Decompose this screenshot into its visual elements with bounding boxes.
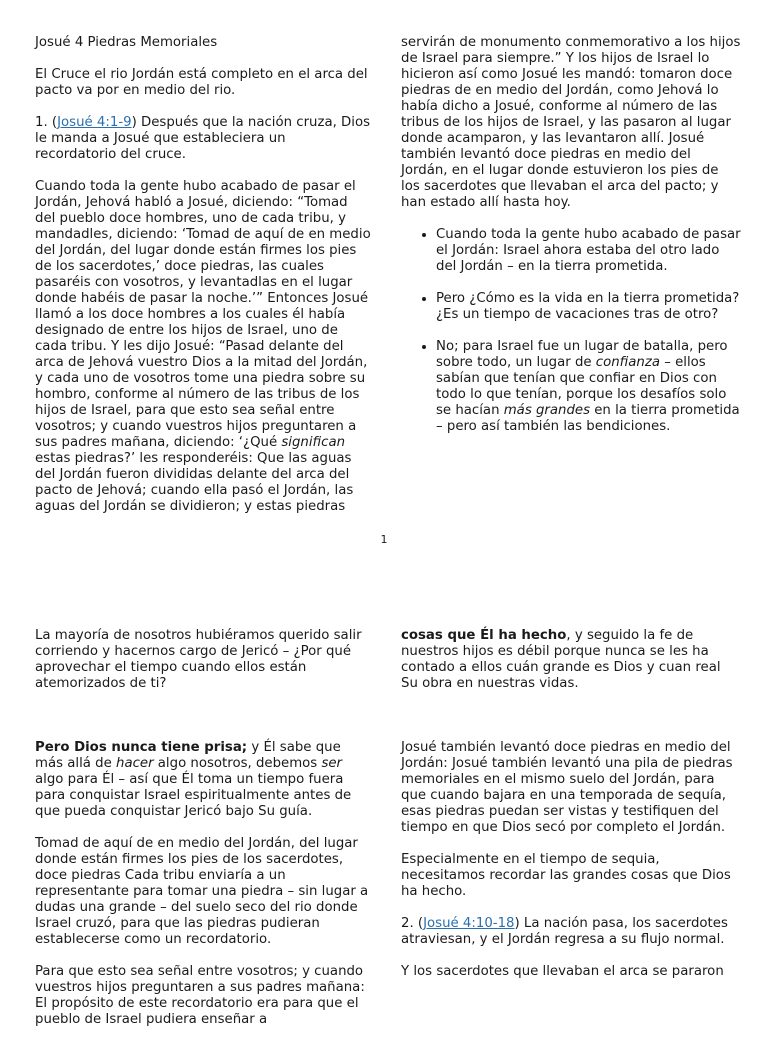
verse-link-josue-4-1-9[interactable]: Josué 4:1-9 xyxy=(57,115,132,130)
list-item: • No; para Israel fue un lugar de batalla, pero sobre todo, un lugar de confianza – ellos sabían que tenían que confiar en Dios con todo lo que tenían, porque los desafíos solo se hacían más grandes en la tierra prometida – pero así también las bendiciones. xyxy=(436,339,741,435)
paragraph: Especialmente en el tiempo de sequia, necesitamos recordar las grandes cosas que Dios ha hecho. xyxy=(401,852,731,899)
bullet-list xyxy=(401,227,741,435)
paragraph: Y los sacerdotes que llevaban el arca se pararon xyxy=(401,964,724,979)
verse-section-2: 2. (Josué 4:10-18) La nación pasa, los sacerdotes atraviesan, y el Jordán regresa a su flujo normal. xyxy=(401,916,728,947)
verse-link-josue-4-10-18[interactable]: Josué 4:10-18 xyxy=(423,916,515,931)
paragraph: cosas que Él ha hecho, y seguido la fe de nuestros hijos es débil porque nunca se les ha contado a ellos cuán grande es Dios y cuan real Su obra en nuestras vidas. xyxy=(401,628,721,691)
verse-section-1: 1. (Josué 4:1-9) Después que la nación cruza, Dios le manda a Josué que estableciera un recordatorio del cruce. xyxy=(35,115,371,162)
page1-right-column xyxy=(401,35,741,451)
page2-right-column xyxy=(401,628,741,996)
list-item: • Pero ¿Cómo es la vida en la tierra prometida? ¿Es un tiempo de vacaciones tras de otro? xyxy=(436,291,741,323)
page-number: 1 xyxy=(380,533,388,546)
paragraph: Para que esto sea señal entre vosotros; y cuando vuestros hijos preguntaren a sus padres mañana: El propósito de este recordatorio era para que el pueblo de Israel pudiera enseñar a xyxy=(35,964,365,1027)
paragraph: Tomad de aquí de en medio del Jordán, del lugar donde están firmes los pies de los sacerdotes, doce piedras Cada tribu enviaría a un representante para tomar una piedra – sin lugar a dudas una grande – del suelo seco del rio donde Israel cruzó, para que las piedras pudieran establecerse como un recordatorio. xyxy=(35,836,369,947)
intro-paragraph: El Cruce el rio Jordán está completo en el arca del pacto va por en medio del rio. xyxy=(35,67,368,98)
document-page-2 xyxy=(0,580,768,1027)
paragraph: Pero Dios nunca tiene prisa; y Él sabe que más allá de hacer algo nosotros, debemos ser algo para Él – así que Él toma un tiempo fuera para conquistar Israel espiritualmente antes de que pueda conquistar Jericó bajo Su guía. xyxy=(35,740,352,819)
scripture-continuation: servirán de monumento conmemorativo a los hijos de Israel para siempre.” Y los hijos de Israel lo hicieron así como Josué les mandó: tomaron doce piedras de en medio del Jordán, como Jehová lo había dicho a Josué, conforme al número de las tribus de los hijos de Israel, y las pasaron al lugar donde acamparon, y las levantaron allí. Josué también levantó doce piedras en medio del Jordán, en el lugar donde estuvieron los pies de los sacerdotes que llevaban el arca del pacto; y han estado allí hasta hoy. xyxy=(401,35,741,210)
document-title: Josué 4 Piedras Memoriales xyxy=(35,35,218,50)
page2-left-column xyxy=(35,628,371,1044)
list-item: • Cuando toda la gente hubo acabado de pasar el Jordán: Israel ahora estaba del otro lado del Jordán – en la tierra prometida. xyxy=(436,227,741,275)
paragraph: La mayoría de nosotros hubiéramos querido salir corriendo y hacernos cargo de Jericó – ¿Por qué aprovechar el tiempo cuando ellos están atemorizados de ti? xyxy=(35,628,362,691)
paragraph: Josué también levantó doce piedras en medio del Jordán: Josué también levantó una pila de piedras memoriales en el mismo suelo del Jordán, para que cuando bajara en una temporada de sequía, esas piedras puedan ser vistas y testifiquen del tiempo en que Dios secó por completo el Jordán. xyxy=(401,740,733,835)
page1-left-column xyxy=(35,35,371,531)
scripture-paragraph: Cuando toda la gente hubo acabado de pasar el Jordán, Jehová habló a Josué, diciendo: “Tomad del pueblo doce hombres, uno de cada tribu, y mandadles, diciendo: ‘Tomad de aquí de en medio del Jordán, del lugar donde están firmes los pies de los sacerdotes,’ doce piedras, las cuales pasaréis con vosotros, y levantadlas en el lugar donde habéis de pasar la noche.’” Entonces Josué llamó a los doce hombres a los cuales él había designado de entre los hijos de Israel, uno de cada tribu. Y les dijo Josué: “Pasad delante del arca de Jehová vuestro Dios a la mitad del Jordán, y cada uno de vosotros tome una piedra sobre su hombro, conforme al número de las tribus de los hijos de Israel, para que esto sea señal entre vosotros; y cuando vuestros hijos preguntaren a sus padres mañana, diciendo: ‘¿Qué significan estas piedras?’ les responderéis: Que las aguas del Jordán fueron divididas delante del arca del pacto de Jehová; cuando ella pasó el Jordán, las aguas del Jordán se dividieron; y estas piedras xyxy=(35,179,371,514)
